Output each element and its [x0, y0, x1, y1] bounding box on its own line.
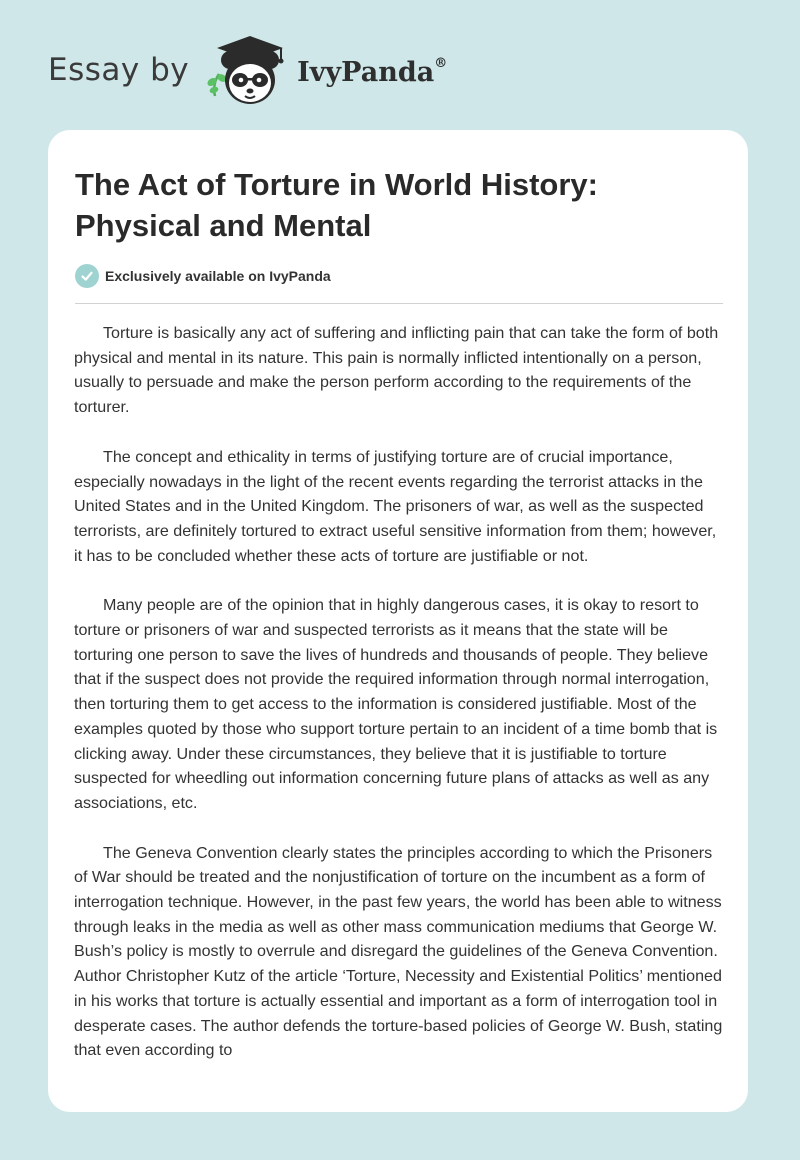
- paragraph: The Geneva Convention clearly states the principles according to which the Prisoners of War should be treated and the nonjustification of torture on the incumbent as a form of interrogation technique. However, in the past few years, the world has been able to witness through leaks in the media as well as other mass communication mediums that George W. Bush’s policy is mostly to overrule and disregard the guidelines of the Geneva Convention. Author Christopher Kutz of the article ‘Torture, Necessity and Existential Politics’ mentioned in his works that torture is actually essential and important as a form of interrogation tool in desperate cases. The author defends the torture-based policies of George W. Bush, stating that even according to: [74, 843, 723, 1060]
- page-title: The Act of Torture in World History: Physical and Mental: [75, 167, 598, 243]
- exclusive-label: Exclusively available on IvyPanda: [105, 268, 331, 284]
- paragraph: Torture is basically any act of suffering and inflicting pain that can take the form of both physical and mental in its nature. This pain is normally inflicted intentionally on a person, usually to persuade and make the person perform according to the requirements of the torturer.: [74, 324, 719, 417]
- essay-card: [48, 130, 748, 1112]
- brand-logo-text[interactable]: IvyPanda®: [297, 55, 448, 88]
- essay-by-label: Essay by: [48, 52, 190, 88]
- divider: [75, 303, 723, 304]
- paragraph: The concept and ethicality in terms of justifying torture are of crucial importance, especially nowadays in the light of the recent events regarding the terrorist attacks in the United States and in the United Kingdom. The prisoners of war, as well as the suspected terrorists, are definitely tortured to extract useful sensitive information from them; however, it has to be concluded whether these acts of torture are justifiable or not.: [74, 447, 717, 565]
- check-icon: [75, 264, 99, 288]
- panda-graduation-cap-icon[interactable]: [203, 30, 295, 110]
- exclusive-badge: [75, 264, 331, 288]
- essay-body: [74, 321, 726, 1088]
- site-header: [48, 30, 447, 110]
- paragraph: Many people are of the opinion that in highly dangerous cases, it is okay to resort to torture or prisoners of war and suspected terrorists as it means that the state will be torturing one person to save the lives of hundreds and thousands of people. They believe that if the suspect does not provide the required information through normal interrogation, then torturing them to get access to the information is considered justifiable. Most of the examples quoted by those who support torture pertain to an incident of a time bomb that is clicking away. Under these circumstances, they believe that it is justifiable to torture suspected for wheedling out information concerning future plans of attacks as well as any associations, etc.: [74, 596, 718, 812]
